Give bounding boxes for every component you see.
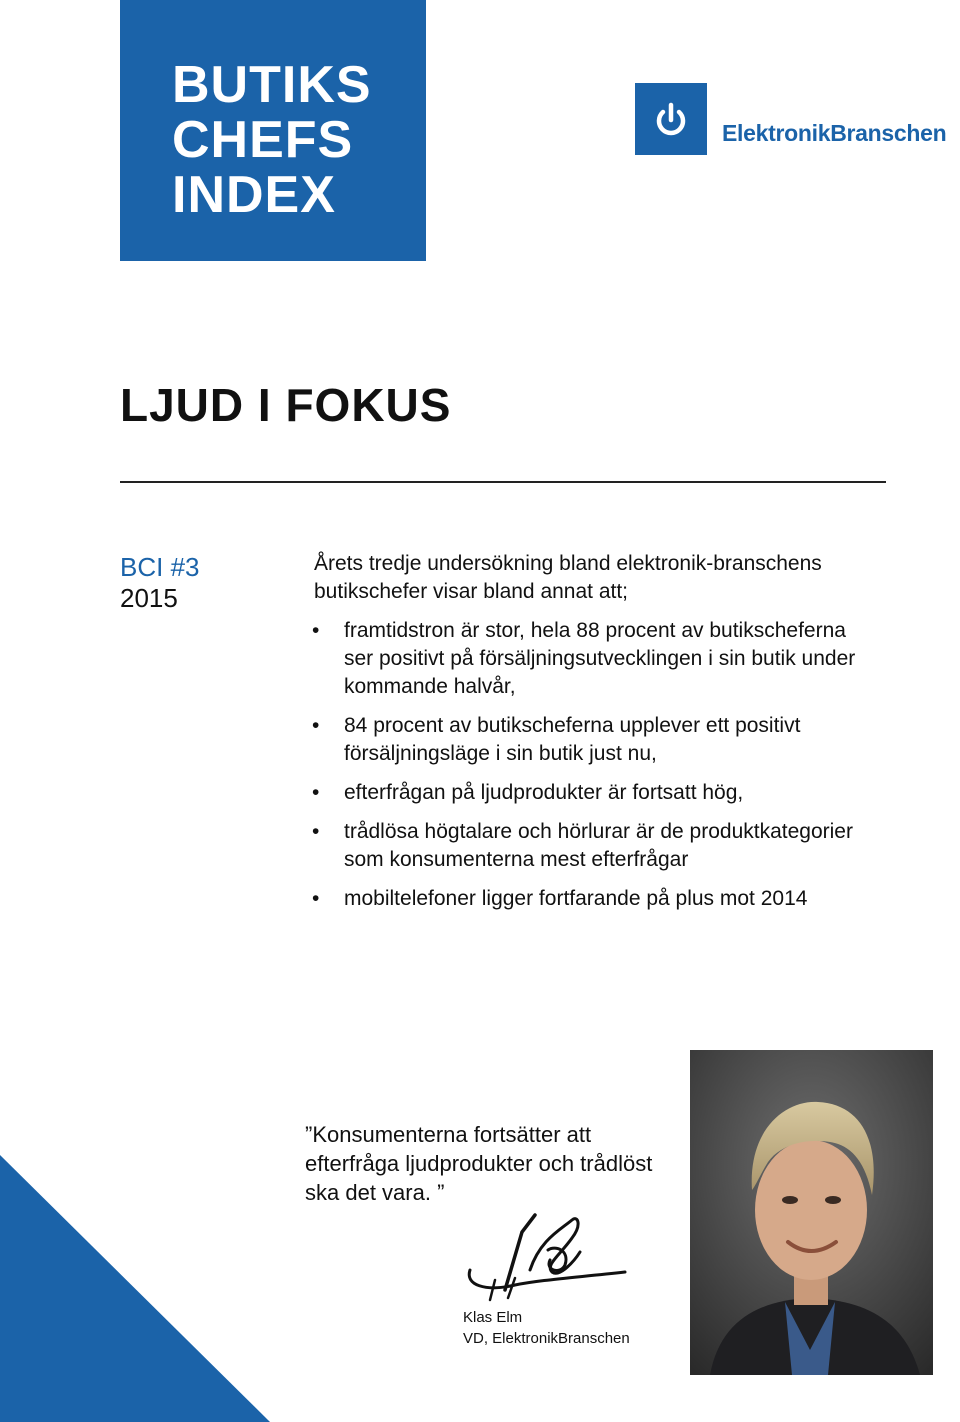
list-item-text: mobiltelefoner ligger fortfarande på plus mot 2014 bbox=[344, 887, 808, 910]
issue-label bbox=[120, 552, 200, 614]
signature bbox=[460, 1210, 640, 1305]
findings-list bbox=[312, 617, 872, 924]
bullet-icon: • bbox=[312, 714, 320, 737]
quote-text: ”Konsumenterna fortsätter att efterfråga ljudprodukter och trådlöst ska det vara. ” bbox=[305, 1122, 653, 1205]
list-item bbox=[312, 885, 872, 913]
issue-year: 2015 bbox=[120, 583, 178, 613]
list-item-text: trådlösa högtalare och hörlurar är de produktkategorier som konsumenterna mest efterfrågar bbox=[344, 820, 853, 871]
intro-text bbox=[314, 550, 874, 606]
portrait-photo bbox=[690, 1050, 933, 1375]
brand-line-3: INDEX bbox=[172, 166, 336, 224]
issue-number: BCI #3 bbox=[120, 552, 200, 582]
divider bbox=[120, 481, 886, 483]
list-item-text: framtidstron är stor, hela 88 procent av butikscheferna ser positivt på försäljningsutvecklingen i sin butik under kommande halvår, bbox=[344, 619, 856, 698]
list-item bbox=[312, 779, 872, 807]
page-headline: LJUD I FOKUS bbox=[120, 379, 452, 431]
elektronikbranschen-logo bbox=[635, 83, 955, 155]
intro-paragraph: Årets tredje undersökning bland elektronik-branschens butikschefer visar bland annat att; bbox=[314, 552, 822, 603]
signatory-title: VD, ElektronikBranschen bbox=[463, 1330, 630, 1347]
bullet-icon: • bbox=[312, 887, 320, 910]
brand-title bbox=[172, 58, 372, 223]
logo-wordmark: ElektronikBranschen bbox=[722, 120, 947, 146]
signatory-name: Klas Elm bbox=[463, 1309, 523, 1326]
list-item-text: 84 procent av butikscheferna upplever ett positivt försäljningsläge i sin butik just nu, bbox=[344, 714, 801, 765]
brand-line-1: BUTIKS bbox=[172, 56, 372, 114]
power-icon bbox=[635, 83, 707, 155]
bullet-icon: • bbox=[312, 820, 320, 843]
list-item bbox=[312, 712, 872, 768]
list-item bbox=[312, 617, 872, 701]
list-item bbox=[312, 818, 872, 874]
corner-triangle-decoration bbox=[0, 1155, 270, 1422]
bullet-icon: • bbox=[312, 781, 320, 804]
brand-line-2: CHEFS bbox=[172, 111, 354, 169]
list-item-text: efterfrågan på ljudprodukter är fortsatt hög, bbox=[344, 781, 744, 804]
bullet-icon: • bbox=[312, 619, 320, 642]
brand-box bbox=[120, 0, 426, 261]
signatory bbox=[463, 1307, 630, 1349]
